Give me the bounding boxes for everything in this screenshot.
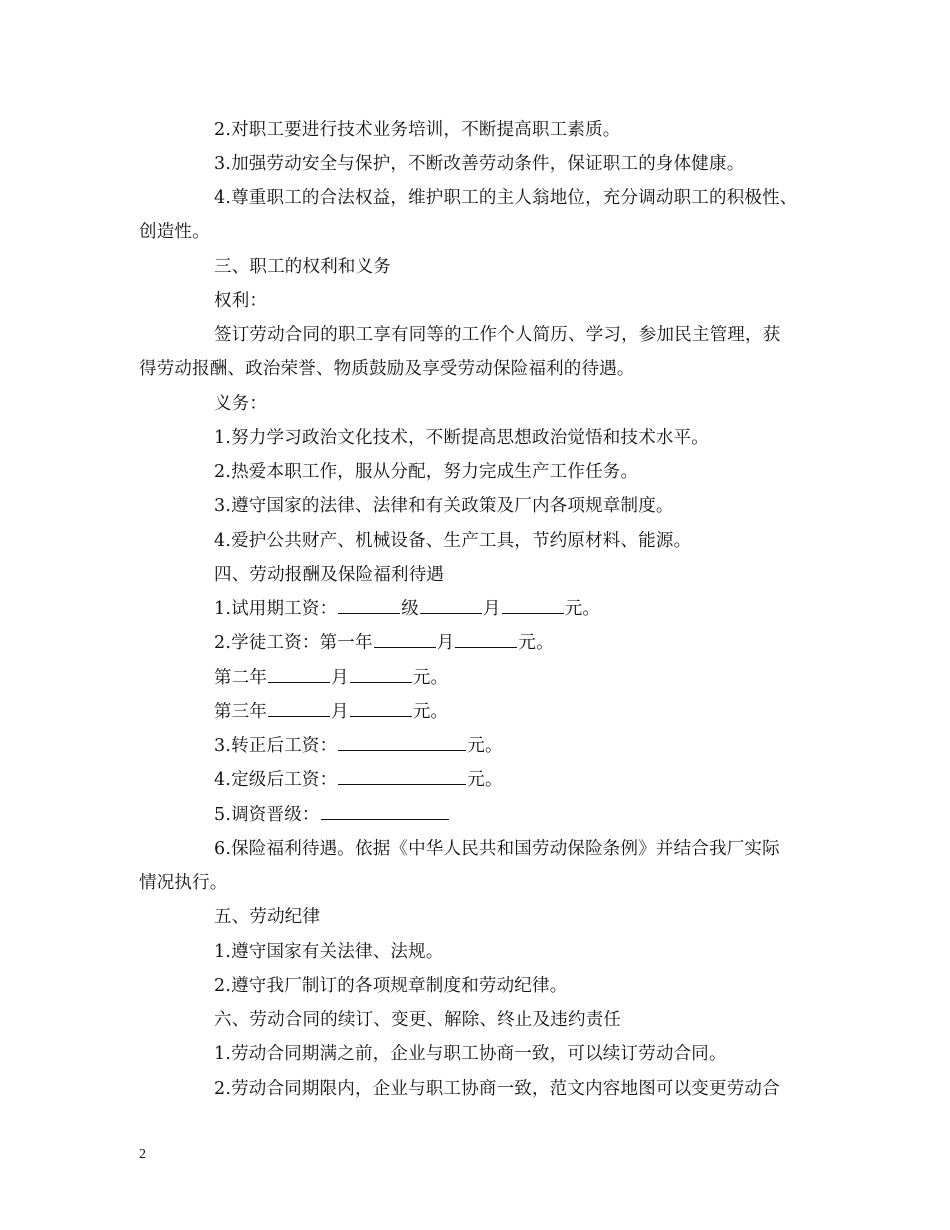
unit: 月 [331, 668, 349, 688]
text-line: 2.对职工要进行技术业务培训，不断提高职工素质。 [214, 120, 621, 140]
text-line: 情况执行。 [139, 873, 228, 893]
subheading-duties: 义务： [214, 394, 268, 414]
blank-field[interactable] [502, 597, 564, 614]
form-line-second-year [214, 666, 448, 690]
label: 5.调资晋级： [214, 805, 320, 825]
label: 第二年 [214, 668, 268, 688]
form-line-apprentice-wage [214, 631, 554, 655]
section-heading: 三、职工的权利和义务 [214, 257, 391, 277]
page-number: 2 [139, 1147, 146, 1162]
section-heading: 五、劳动纪律 [214, 907, 321, 927]
unit: 元。 [412, 668, 449, 688]
text-line: 3.加强劳动安全与保护，不断改善劳动条件，保证职工的身体健康。 [214, 154, 745, 174]
text-line: 签订劳动合同的职工享有同等的工作个人简历、学习，参加民主管理，获 [214, 325, 781, 345]
blank-field[interactable] [268, 666, 330, 683]
blank-field[interactable] [420, 597, 482, 614]
unit: 月 [483, 599, 501, 619]
blank-field[interactable] [321, 803, 449, 820]
subheading-rights: 权利： [214, 291, 268, 311]
blank-field[interactable] [455, 631, 517, 648]
form-line-promotion [214, 803, 450, 827]
unit: 月 [331, 702, 349, 722]
text-line: 2.遵守我厂制订的各项规章制度和劳动纪律。 [214, 976, 568, 996]
form-line-third-year [214, 700, 448, 724]
section-heading: 六、劳动合同的续订、变更、解除、终止及违约责任 [214, 1010, 622, 1030]
form-line-probation-wage [214, 597, 600, 621]
unit: 元。 [412, 702, 449, 722]
blank-field[interactable] [338, 734, 466, 751]
text-line: 2.劳动合同期限内，企业与职工协商一致，范文内容地图可以变更劳动合 [214, 1079, 780, 1099]
blank-field[interactable] [374, 631, 436, 648]
unit: 级 [401, 599, 419, 619]
label: 1.试用期工资： [214, 599, 338, 619]
unit: 元。 [467, 736, 503, 756]
text-line: 6.保险福利待遇。依据《中华人民共和国劳动保险条例》并结合我厂实际 [214, 839, 780, 859]
blank-field[interactable] [338, 597, 400, 614]
text-line: 1.遵守国家有关法律、法规。 [214, 942, 444, 962]
section-heading: 四、劳动报酬及保险福利待遇 [214, 565, 445, 585]
label: 第三年 [214, 702, 268, 722]
blank-field[interactable] [338, 768, 466, 785]
text-line: 1.努力学习政治文化技术，不断提高思想政治觉悟和技术水平。 [214, 428, 709, 448]
form-line-regular-wage [214, 734, 503, 758]
blank-field[interactable] [350, 700, 412, 717]
form-line-graded-wage [214, 768, 503, 792]
blank-field[interactable] [268, 700, 330, 717]
text-line: 1.劳动合同期满之前，企业与职工协商一致，可以续订劳动合同。 [214, 1044, 727, 1064]
blank-field[interactable] [350, 666, 412, 683]
unit: 元。 [518, 633, 554, 653]
text-line: 3.遵守国家的法律、法律和有关政策及厂内各项规章制度。 [214, 496, 674, 516]
unit: 元。 [467, 770, 503, 790]
unit: 月 [436, 633, 455, 653]
label: 4.定级后工资： [214, 770, 338, 790]
unit: 元。 [564, 599, 601, 619]
text-line: 创造性。 [139, 222, 210, 242]
label: 2.学徒工资：第一年 [214, 633, 373, 653]
text-line: 4.尊重职工的合法权益，维护职工的主人翁地位，充分调动职工的积极性、 [214, 188, 798, 208]
text-line: 2.热爱本职工作，服从分配，努力完成生产工作任务。 [214, 462, 639, 482]
text-line: 得劳动报酬、政治荣誉、物质鼓励及享受劳动保险福利的待遇。 [139, 359, 635, 379]
text-line: 4.爱护公共财产、机械设备、生产工具，节约原材料、能源。 [214, 531, 692, 551]
label: 3.转正后工资： [214, 736, 338, 756]
